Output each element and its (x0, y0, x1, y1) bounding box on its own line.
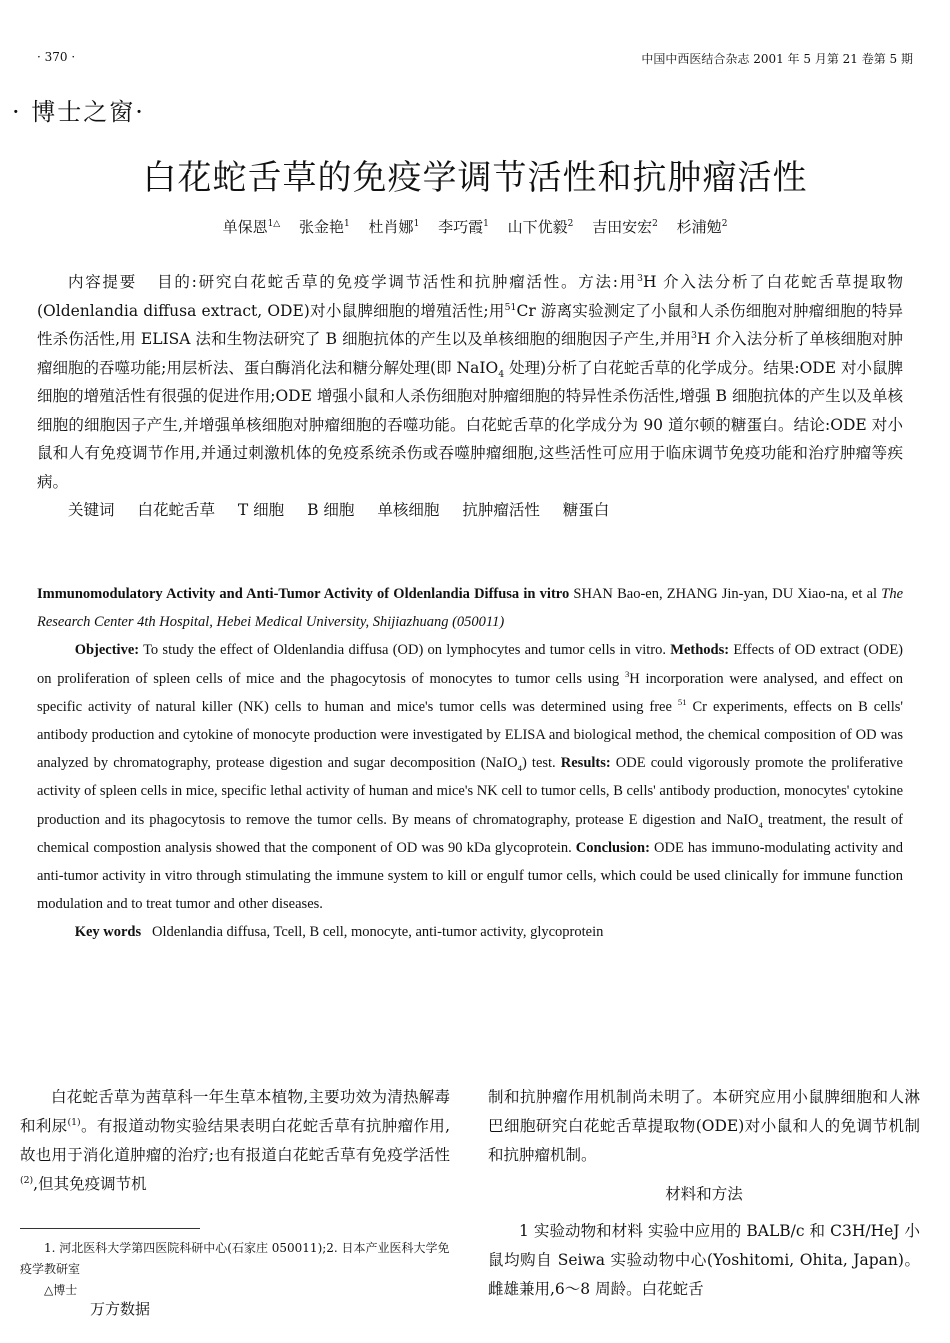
reference-marker: (1) (67, 1116, 81, 1128)
keyword: 单核细胞 (377, 501, 440, 519)
keyword: 抗肿瘤活性 (462, 501, 540, 519)
keyword: T 细胞 (237, 501, 285, 519)
author: 山下优毅$^2$ (507, 218, 574, 236)
author: 张金艳$^1$ (299, 218, 350, 236)
english-abstract (37, 580, 903, 947)
author-list (0, 216, 950, 237)
body-right-column (488, 1083, 920, 1304)
watermark: 万方数据 (90, 1300, 151, 1318)
keyword: 糖蛋白 (562, 501, 610, 519)
author: 杜肖娜$^1$ (368, 218, 420, 236)
page-number: · 370 · (37, 50, 76, 64)
english-title-line: Immunomodulatory Activity and Anti-Tumor Activity of Oldenlandia Diffusa in vitro SHAN Bao-en, ZHANG Jin-yan, DU Xiao-na, et al The Research Center 4th Hospital, Hebei Medical University, Shijiazhuang (050011) (37, 586, 903, 631)
english-abstract-body: Objective: To study the effect of Oldenlandia diffusa (OD) on lymphocytes and tumor cells in vitro. Methods: Effects of OD extract (ODE) on proliferation of spleen cells of mice and the phagocytosis of monocytes to tumor cells using $^3$H incorporation were analysed, and effect on specific activity of natural killer (NK) cells to human and mice's tumor cells was determined using free $^{51}$ Cr experiments, effects on B cells' antibody production and cytokine of monocyte production were investigated by ELISA and biological method, the chemical composition of OD was analyzed by chromatography, protease digestion and sugar decomposition (NaIO$_4$) test. Results: ODE could vigorously promote the proliferative activity of spleen cells in mice, specific lethal activity of human and mice's NK cell to tumor cells, B cells' antibody production, monocytes' cytokine production and its phagocytosis to remove the tumor cells. By means of chromatography, protease E digestion and NaIO$_4$ treatment, the result of chemical compostion analysis showed that the component of OD was 90 kDa glycoprotein. Conclusion: ODE has immuno-modulating activity and anti-tumor activity in vitro through stimulating the immune system to kill or engulf tumor cells, which could be used clinically for immune function modulation and to treat tumor and other diseases. (37, 642, 904, 913)
footnote-degree: △博士 (44, 1283, 78, 1297)
author: 杉浦勉$^2$ (676, 218, 728, 236)
footnote-affiliations: 1. 河北医科大学第四医院科研中心(石家庄 050011);2. 日本产业医科大学免疫学教研室 (20, 1241, 450, 1276)
english-title: Immunomodulatory Activity and Anti-Tumor Activity of Oldenlandia Diffusa in vitro (37, 586, 570, 602)
section-heading: 材料和方法 (665, 1185, 743, 1203)
footnote-divider (20, 1228, 200, 1229)
column-tag: · 博士之窗· (12, 98, 145, 126)
author: 李巧霞$^1$ (438, 218, 489, 236)
body-paragraph: 制和抗肿瘤作用机制尚未明了。本研究应用小鼠脾细胞和人淋巴细胞研究白花蛇舌草提取物(ODE)对小鼠和人的免调节机制和抗肿瘤机制。 (488, 1088, 920, 1164)
keyword: 白花蛇舌草 (137, 501, 215, 519)
author: 单保恩$^{1\triangle}$ (222, 218, 281, 236)
chinese-keywords: 关键词 白花蛇舌草 T 细胞 B 细胞 单核细胞 抗肿瘤活性 糖蛋白 (68, 501, 610, 519)
english-keywords: Key words Oldenlandia diffusa, Tcell, B cell, monocyte, anti-tumor activity, glycoprotein (74, 924, 604, 941)
body-paragraph: 白花蛇舌草为茜草科一年生草本植物,主要功效为清热解毒和利尿$^{(1)}$。有报道动物实验结果表明白花蛇舌草有抗肿瘤作用,故也用于消化道肿瘤的治疗;也有报道白花蛇舌草有免疫学活性$^{(2)}$,但其免疫调节机 (20, 1088, 450, 1193)
journal-header: 中国中西医结合杂志 2001 年 5 月第 21 卷第 5 期 (641, 52, 913, 66)
reference-marker: (2) (20, 1174, 34, 1186)
body-paragraph: 1 实验动物和材料 实验中应用的 BALB/c 和 C3H/HeJ 小鼠均购自 Seiwa 实验动物中心(Yoshitomi, Ohita, Japan)。雌雄兼用,6～8 周龄。白花蛇舌 (488, 1222, 920, 1298)
body-left-column (20, 1083, 450, 1199)
chinese-abstract (37, 268, 903, 525)
footnote (20, 1238, 450, 1301)
article-title: 白花蛇舌草的免疫学调节活性和抗肿瘤活性 (142, 158, 808, 198)
abstract-paragraph: 内容提要 目的:研究白花蛇舌草的免疫学调节活性和抗肿瘤活性。方法:用$^3$H 介入法分析了白花蛇舌草提取物(Oldenlandia diffusa extract, ODE)对小鼠脾细胞的增殖活性;用$^{51}$Cr 游离实验测定了小鼠和人杀伤细胞对肿瘤细胞的特异性杀伤活性,用 ELISA 法和生物法研究了 B 细胞抗体的产生以及单核细胞的细胞因子产生,并用$^3$H 介入法分析了单核细胞对肿瘤细胞的吞噬功能;用层析法、蛋白酶消化法和糖分解处理(即 NaIO$_4$ 处理)分析了白花蛇舌草的化学成分。结果:ODE 对小鼠脾细胞的增殖活性有很强的促进作用;ODE 增强小鼠和人杀伤细胞对肿瘤细胞的特异性杀伤活性,增强 B 细胞抗体的产生以及单核细胞的细胞因子产生,并增强单核细胞对肿瘤细胞的吞噬功能。白花蛇舌草的化学成分为 90 道尔顿的糖蛋白。结论:ODE 对小鼠和人有免疫调节作用,并通过刺激机体的免疫系统杀伤或吞噬肿瘤细胞,这些活性可应用于临床调节免疫功能和治疗肿瘤等疾病。 (37, 272, 903, 491)
keyword: B 细胞 (307, 501, 355, 519)
english-affiliation: The Research Center 4th Hospital, Hebei Medical University, Shijiazhuang (050011) (37, 586, 903, 631)
author: 吉田安宏$^2$ (592, 218, 658, 236)
